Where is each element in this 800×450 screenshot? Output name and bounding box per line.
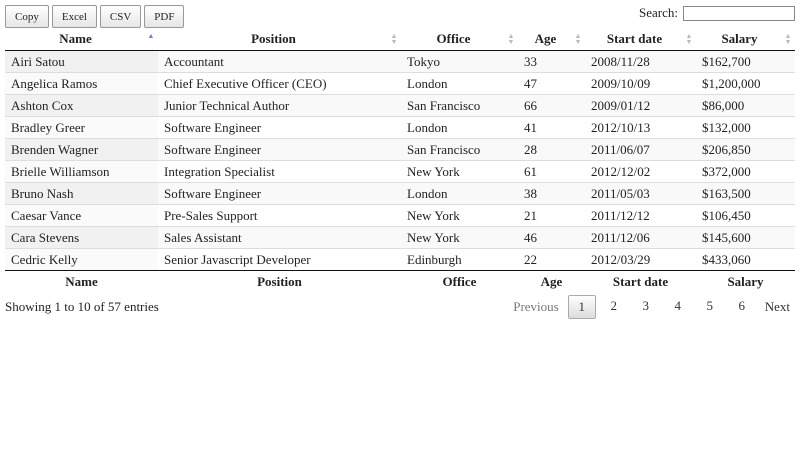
cell-age: 21 xyxy=(518,205,585,227)
cell-name: Bradley Greer xyxy=(5,117,158,139)
pagination xyxy=(504,295,795,319)
sort-up-icon: ▲ xyxy=(685,32,693,40)
cell-position: Software Engineer xyxy=(158,139,401,161)
sort-down-icon: ▼ xyxy=(507,38,515,46)
table-row xyxy=(5,161,795,183)
column-header-position[interactable] xyxy=(158,28,401,51)
cell-age: 33 xyxy=(524,53,537,69)
table-info: Showing 1 to 10 of 57 entries xyxy=(5,299,159,314)
cell-start-date: 2011/12/12 xyxy=(585,205,696,227)
cell-salary: $433,060 xyxy=(696,249,795,271)
column-header-office[interactable] xyxy=(401,28,518,51)
column-header-start-date[interactable] xyxy=(585,28,696,51)
next-page-button[interactable]: Next xyxy=(764,299,790,314)
cell-office: Tokyo xyxy=(407,53,441,69)
cell-start-date: 2009/10/09 xyxy=(585,73,696,95)
page-button-4[interactable]: 4 xyxy=(674,298,681,313)
cell-office: San Francisco xyxy=(401,139,518,161)
cell-name: Ashton Cox xyxy=(5,95,158,117)
cell-start-date: 2011/12/06 xyxy=(585,227,696,249)
cell-age: 46 xyxy=(518,227,585,249)
cell-start-date: 2008/11/28 xyxy=(591,53,650,69)
sort-icon xyxy=(686,33,692,45)
excel-button[interactable]: Excel xyxy=(52,5,97,28)
cell-start-date: 2011/06/07 xyxy=(585,139,696,161)
cell-name: Brenden Wagner xyxy=(5,139,158,161)
cell-salary: $145,600 xyxy=(696,227,795,249)
cell-position: Junior Technical Author xyxy=(158,95,401,117)
cell-start-date: 2009/01/12 xyxy=(585,95,696,117)
sort-up-icon: ▲ xyxy=(147,32,155,40)
column-footer-start-date: Start date xyxy=(585,271,696,294)
sort-down-icon: ▼ xyxy=(390,38,398,46)
sort-icon xyxy=(508,33,514,45)
sort-icon xyxy=(785,33,791,45)
cell-name: Bruno Nash xyxy=(5,183,158,205)
cell-salary: $163,500 xyxy=(696,183,795,205)
cell-age: 38 xyxy=(518,183,585,205)
cell-position: Accountant xyxy=(164,53,224,69)
cell-position: Senior Javascript Developer xyxy=(158,249,401,271)
cell-position: Pre-Sales Support xyxy=(158,205,401,227)
cell-start-date: 2012/03/29 xyxy=(585,249,696,271)
sort-up-icon: ▲ xyxy=(784,32,792,40)
csv-button[interactable]: CSV xyxy=(100,5,141,28)
cell-office: London xyxy=(401,117,518,139)
table-row xyxy=(5,249,795,271)
cell-salary: $86,000 xyxy=(696,95,795,117)
export-toolbar xyxy=(5,5,184,28)
cell-start-date: 2011/05/03 xyxy=(585,183,696,205)
sort-down-icon: ▼ xyxy=(784,38,792,46)
column-footer-office: Office xyxy=(401,271,518,294)
cell-office: London xyxy=(401,183,518,205)
cell-start-date: 2012/12/02 xyxy=(585,161,696,183)
cell-office: New York xyxy=(401,161,518,183)
table-header xyxy=(5,28,795,51)
column-header-label: Office xyxy=(436,31,471,46)
cell-age: 66 xyxy=(518,95,585,117)
cell-position: Software Engineer xyxy=(158,117,401,139)
column-header-label: Name xyxy=(59,31,92,46)
column-header-label: Start date xyxy=(606,31,663,46)
cell-salary: $132,000 xyxy=(696,117,795,139)
copy-button[interactable]: Copy xyxy=(5,5,49,28)
cell-salary: $206,850 xyxy=(696,139,795,161)
sort-icon xyxy=(575,33,581,45)
sort-icon xyxy=(391,33,397,45)
table-row xyxy=(5,205,795,227)
cell-position: Software Engineer xyxy=(158,183,401,205)
cell-salary: $1,200,000 xyxy=(696,73,795,95)
employees-table xyxy=(5,28,795,293)
cell-name: Airi Satou xyxy=(5,51,158,73)
table-row xyxy=(5,183,795,205)
search-input[interactable] xyxy=(683,6,795,21)
cell-office: San Francisco xyxy=(401,95,518,117)
cell-name: Cara Stevens xyxy=(5,227,158,249)
cell-name: Cedric Kelly xyxy=(5,249,158,271)
sort-down-icon: ▼ xyxy=(685,38,693,46)
cell-age: 61 xyxy=(518,161,585,183)
table-row xyxy=(5,139,795,161)
sort-down-icon: ▼ xyxy=(574,38,582,46)
pdf-button[interactable]: PDF xyxy=(144,5,184,28)
cell-age: 22 xyxy=(518,249,585,271)
sort-up-icon: ▲ xyxy=(390,32,398,40)
cell-age: 47 xyxy=(518,73,585,95)
cell-age: 28 xyxy=(518,139,585,161)
search-box xyxy=(639,5,795,21)
table-row xyxy=(5,227,795,249)
cell-start-date: 2012/10/13 xyxy=(585,117,696,139)
search-label: Search: xyxy=(639,5,678,20)
column-footer-position: Position xyxy=(158,271,401,294)
column-header-salary[interactable] xyxy=(696,28,795,51)
table-footer xyxy=(5,271,795,294)
column-header-age[interactable] xyxy=(518,28,585,51)
column-footer-name: Name xyxy=(5,271,158,294)
column-header-label: Age xyxy=(534,31,557,46)
cell-position: Integration Specialist xyxy=(158,161,401,183)
cell-office: London xyxy=(401,73,518,95)
page-button-6[interactable]: 6 xyxy=(738,298,745,313)
page-button-5[interactable]: 5 xyxy=(706,298,713,313)
table-row xyxy=(5,117,795,139)
table-body xyxy=(5,51,795,271)
column-footer-age: Age xyxy=(518,271,585,294)
column-header-label: Salary xyxy=(721,31,758,46)
cell-name: Angelica Ramos xyxy=(5,73,158,95)
sort-up-icon: ▲ xyxy=(574,32,582,40)
sort-icon xyxy=(148,33,154,39)
cell-salary: $372,000 xyxy=(696,161,795,183)
cell-office: New York xyxy=(401,205,518,227)
cell-position: Sales Assistant xyxy=(158,227,401,249)
cell-salary: $106,450 xyxy=(696,205,795,227)
table-row xyxy=(5,95,795,117)
cell-position: Chief Executive Officer (CEO) xyxy=(158,73,401,95)
cell-office: New York xyxy=(401,227,518,249)
cell-age: 41 xyxy=(518,117,585,139)
cell-office: Edinburgh xyxy=(401,249,518,271)
previous-page-button[interactable]: Previous xyxy=(513,299,559,314)
cell-name: Caesar Vance xyxy=(5,205,158,227)
column-header-label: Position xyxy=(251,31,296,46)
table-row xyxy=(5,73,795,95)
page-button-3[interactable]: 3 xyxy=(642,298,649,313)
table-row xyxy=(5,51,795,73)
column-header-name[interactable] xyxy=(5,28,158,51)
sort-up-icon: ▲ xyxy=(507,32,515,40)
page-button-2[interactable]: 2 xyxy=(610,298,617,313)
cell-name: Brielle Williamson xyxy=(5,161,158,183)
cell-salary: $162,700 xyxy=(702,53,751,69)
column-footer-salary: Salary xyxy=(696,271,795,294)
page-button-1[interactable]: 1 xyxy=(568,295,596,319)
